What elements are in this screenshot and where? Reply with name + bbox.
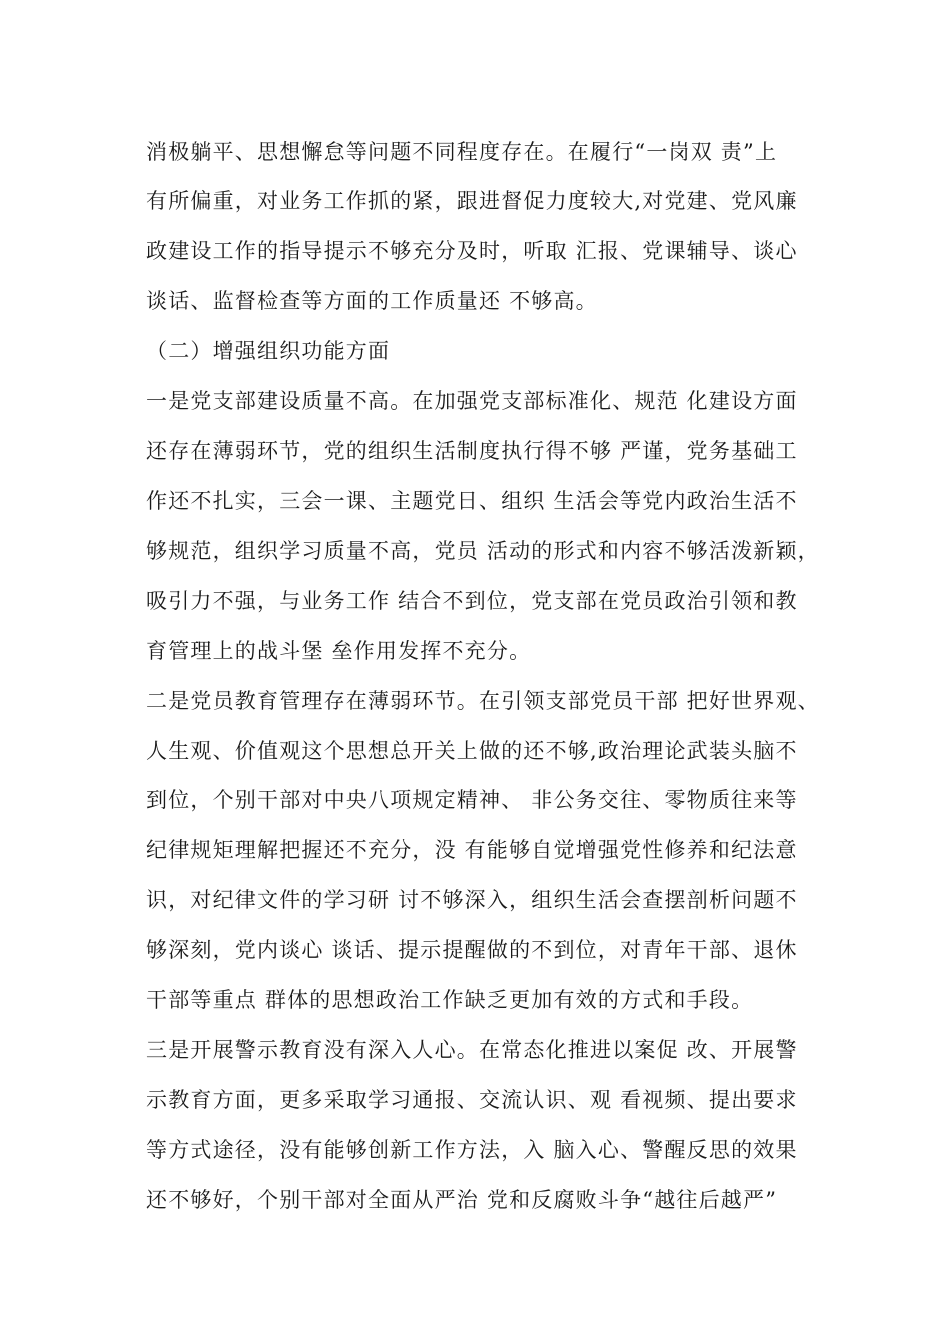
text-line: 到位，个别干部对中央八项规定精神、 非公务交往、零物质往来等 [146,788,798,812]
text-line: 干部等重点 群体的思想政治工作缺乏更加有效的方式和手段。 [146,988,754,1012]
text-line: 一是党支部建设质量不高。在加强党支部标准化、规范 化建设方面 [146,389,798,413]
text-line: 有所偏重，对业务工作抓的紧，跟进督促力度较大,对党建、党风廉 [146,189,798,213]
text-line: 还不够好，个别干部对全面从严治 党和反腐败斗争“越往后越严” [146,1188,778,1212]
text-line: 育管理上的战斗堡 垒作用发挥不充分。 [146,639,532,663]
text-line: 还存在薄弱环节，党的组织生活制度执行得不够 严谨，党务基础工 [146,439,798,463]
text-line: 够深刻，党内谈心 谈话、提示提醒做的不到位，对青年干部、退休 [146,938,798,962]
text-line: 三是开展警示教育没有深入人心。在常态化推进以案促 改、开展警 [146,1038,798,1062]
text-line: 吸引力不强，与业务工作 结合不到位，党支部在党员政治引领和教 [146,589,798,613]
text-line: 消极躺平、思想懈怠等问题不同程度存在。在履行“一岗双 责”上 [146,140,778,164]
text-line: 等方式途径，没有能够创新工作方法，入 脑入心、警醒反思的效果 [146,1138,798,1162]
text-line: 作还不扎实，三会一课、主题党日、组织 生活会等党内政治生活不 [146,489,798,513]
text-line: 识，对纪律文件的学习研 讨不够深入，组织生活会查摆剖析问题不 [146,888,798,912]
text-line: 政建设工作的指导提示不够充分及时，听取 汇报、党课辅导、谈心 [146,239,798,263]
text-line: 二是党员教育管理存在薄弱环节。在引领支部党员干部 把好世界观、 [146,689,820,713]
text-line: 人生观、价值观这个思想总开关上做的还不够,政治理论武装头脑不 [146,739,798,763]
text-line: 示教育方面，更多采取学习通报、交流认识、观 看视频、提出要求 [146,1088,798,1112]
text-line: 谈话、监督检查等方面的工作质量还 不够高。 [146,289,598,313]
text-line: 够规范，组织学习质量不高，党员 活动的形式和内容不够活泼新颖， [146,539,820,563]
text-line: 纪律规矩理解把握还不充分，没 有能够自觉增强党性修养和纪法意 [146,838,798,862]
section-heading: （二）增强组织功能方面 [146,339,391,363]
